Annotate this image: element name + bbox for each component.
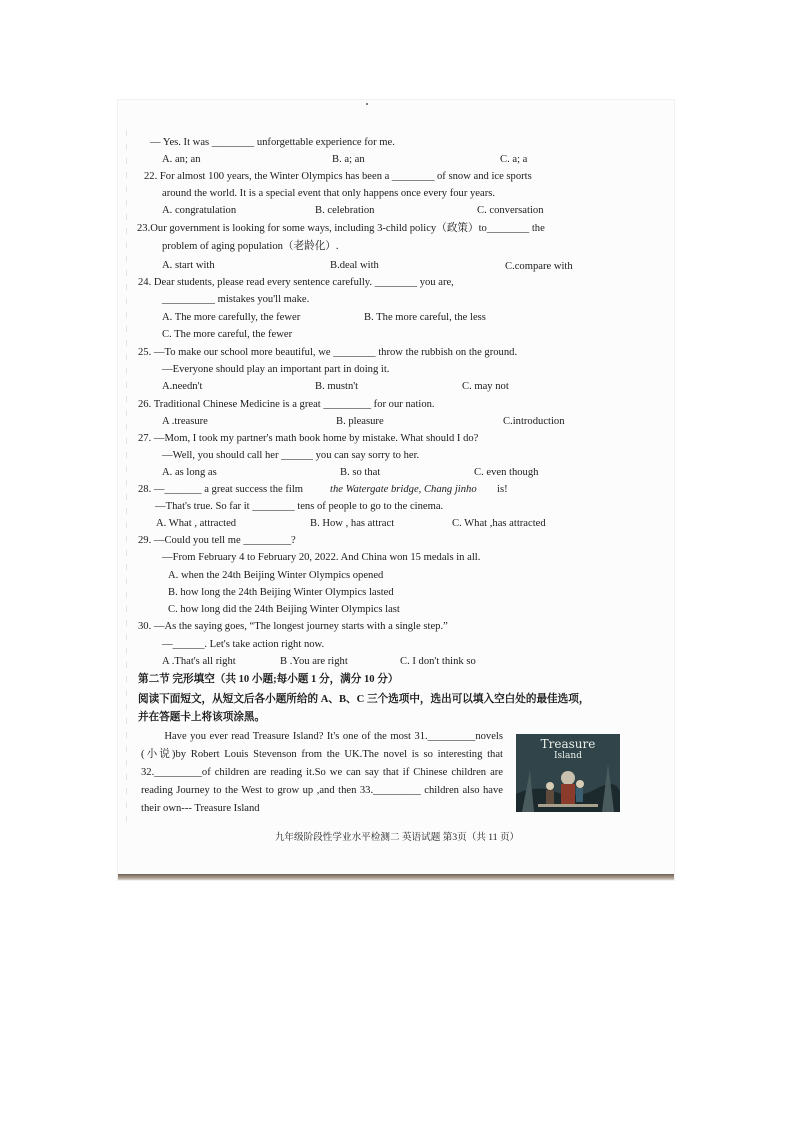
text-line: C. may not [462,381,509,392]
text-line: B .You are right [280,656,348,667]
text-line: 29. —Could you tell me _________? [138,535,296,546]
text-line: B.deal with [330,260,379,271]
text-line: C. I don't think so [400,656,476,667]
text-line: 27. —Mom, I took my partner's math book home by mistake. What should I do? [138,433,479,444]
text-line: 并在答题卡上将该项涂黑。 [138,712,266,723]
book-cover-title [516,738,620,762]
text-line: 23.Our government is looking for some ways, including 3-child policy（政策）to________ the [137,223,545,234]
text-line: B. celebration [315,205,375,216]
text-line: the Watergate bridge, Chang jinho [330,484,477,495]
text-line: B. The more careful, the less [364,312,486,323]
text-line: C. conversation [477,205,544,216]
text-line: —That's true. So far it ________ tens of people to go to the cinema. [155,501,444,512]
text-line: —From February 4 to February 20, 2022. And China won 15 medals in all. [162,552,481,563]
paper-bottom-edge [118,874,674,880]
text-line: A. What , attracted [156,518,237,529]
text-line: —______. Let's take action right now. [162,639,325,650]
page-footer: 九年级阶段性学业水平检测二 英语试题 第3页（共 11 页） [274,832,520,843]
text-line: A. start with [162,260,215,271]
text-line: A. as long as [162,467,217,478]
text-line: 25. —To make our school more beautiful, we ________ throw the rubbish on the ground. [138,347,518,358]
text-line: C.compare with [505,261,573,272]
text-line: 阅读下面短文，从短文后各小题所给的 A、B、C 三个选项中，选出可以填入空白处的最佳选项， [138,694,590,705]
text-line: B. so that [340,467,381,478]
text-line: A. The more carefully, the fewer [162,312,301,323]
text-line: 28. —_______ a great success the film [138,484,304,495]
text-line: around the world. It is a special event that only happens once every four years. [162,188,495,199]
text-line: A. an; an [162,154,201,165]
text-line: C. The more careful, the fewer [162,329,293,340]
text-line: problem of aging population（老龄化）. [162,241,339,252]
text-line: C. What ,has attracted [452,518,546,529]
text-line: B. pleasure [336,416,384,427]
text-line: __________ mistakes you'll make. [162,294,310,305]
text-line: B. How , has attract [310,518,395,529]
text-line: — Yes. It was ________ unforgettable experience for me. [150,137,395,148]
text-line: B. mustn't [315,381,359,392]
text-line: —Everyone should play an important part in doing it. [162,364,390,375]
text-line: is! [497,484,508,495]
scan-speck [366,103,368,105]
text-line: C.introduction [503,416,565,427]
text-line: A. congratulation [162,205,237,216]
text-line: 第二节 完形填空（共 10 小题;每小题 1 分，满分 10 分） [138,674,399,685]
book-title-line1: Treasure [540,737,596,751]
cloze-passage-text: Have you ever read Treasure Island? It's one of the most 31._________novels (小说)by Robert Louis Stevenson from the UK.The novel is so interesting that 32._________of children are reading it.So we can say that if Chinese children are reading Journey to the West to grow up ,and then 33._________ children also have their own--- Treasure Island [141,731,503,814]
text-line: A .treasure [162,416,208,427]
treasure-island-book-cover [516,734,620,812]
text-line: C. even though [474,467,539,478]
book-title-line2: Island [554,751,582,761]
text-line: 24. Dear students, please read every sentence carefully. ________ you are, [138,277,454,288]
text-line: C. a; a [500,154,528,165]
text-line: 26. Traditional Chinese Medicine is a great _________ for our nation. [138,399,435,410]
text-line: B. a; an [332,154,365,165]
text-line: A .That's all right [162,656,236,667]
cloze-passage [141,728,503,818]
text-line: A.needn't [162,381,203,392]
text-line: C. how long did the 24th Beijing Winter Olympics last [168,604,400,615]
text-line: B. how long the 24th Beijing Winter Olympics lasted [168,587,394,598]
text-line: —Well, you should call her ______ you can say sorry to her. [162,450,420,461]
text-line: A. when the 24th Beijing Winter Olympics opened [168,570,384,581]
text-line: 22. For almost 100 years, the Winter Olympics has been a ________ of snow and ice sports [144,171,532,182]
text-line: 30. —As the saying goes, “The longest journey starts with a single step.” [138,621,448,632]
